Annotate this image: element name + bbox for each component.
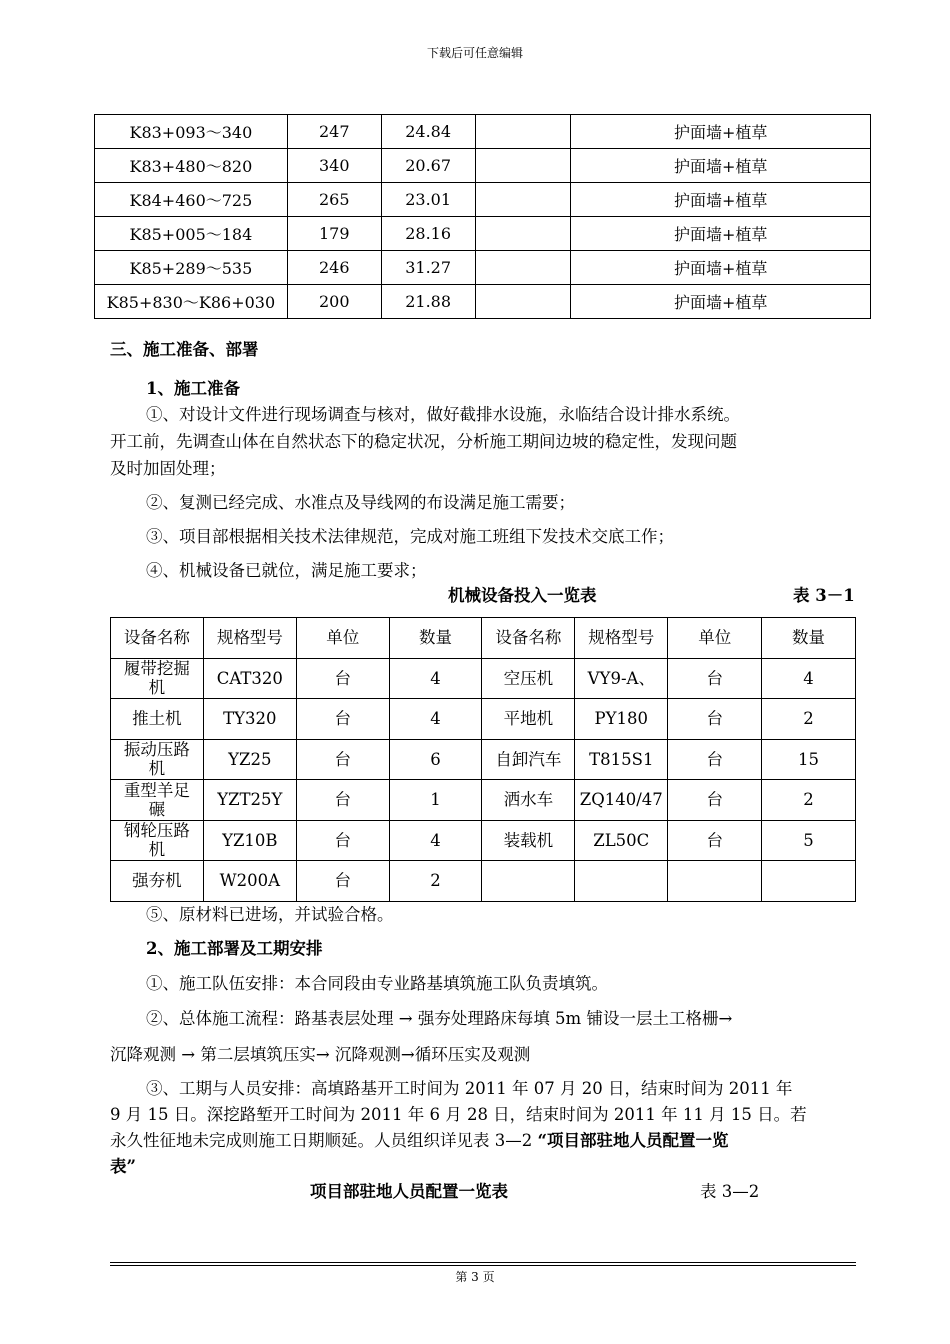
slope-table-cell: K85+830～K86+030 — [95, 285, 288, 319]
equipment-table-cell: 4 — [389, 658, 482, 699]
equipment-table-cell: YZ25 — [203, 739, 296, 780]
equipment-table-row — [111, 780, 856, 821]
equipment-table-cell — [575, 861, 668, 902]
paragraph-1-line-2: 开工前，先调查山体在自然状态下的稳定状况，分析施工期间边坡的稳定性，发现问题 — [110, 432, 737, 451]
equipment-table-cell: PY180 — [575, 699, 668, 740]
slope-table-cell: 28.16 — [381, 217, 475, 251]
paragraph-1-line-3: 及时加固处理； — [110, 459, 226, 478]
slope-table-cell: 265 — [287, 183, 381, 217]
equipment-table-header-cell: 单位 — [668, 618, 762, 659]
equipment-table-cell: 台 — [296, 739, 389, 780]
equipment-table-cell — [482, 861, 575, 902]
equipment-table-cell: YZ10B — [203, 820, 296, 861]
slope-table-cell: 23.01 — [381, 183, 475, 217]
slope-table-cell: 20.67 — [381, 149, 475, 183]
equipment-table-cell — [668, 861, 762, 902]
page-header: 下载后可任意编辑 — [426, 46, 523, 60]
slope-table-cell: 护面墙+植草 — [571, 285, 871, 319]
equipment-table-cell: 台 — [296, 861, 389, 902]
paragraph-4: ④、机械设备已就位，满足施工要求； — [146, 561, 427, 580]
equipment-table-cell: 台 — [668, 780, 762, 821]
equipment-table-header-cell: 设备名称 — [111, 618, 204, 659]
equipment-table-cell: 1 — [389, 780, 482, 821]
slope-table-cell — [475, 285, 571, 319]
slope-table-cell — [475, 217, 571, 251]
slope-table-cell: 31.27 — [381, 251, 475, 285]
paragraph-q3-line-1: ③、工期与人员安排：高填路基开工时间为 2011 年 07 月 20 日，结束时间为 2011 年 — [146, 1079, 793, 1098]
equipment-table-cell: 2 — [762, 699, 856, 740]
slope-table-cell: 护面墙+植草 — [571, 183, 871, 217]
equip-table-number: 表 3－1 — [793, 586, 855, 605]
equipment-table-cell: 台 — [296, 658, 389, 699]
paragraph-5: ⑤、原材料已进场，并试验合格。 — [146, 905, 394, 924]
slope-table-cell: 247 — [287, 115, 381, 149]
equipment-table-cell: 台 — [296, 780, 389, 821]
equipment-table-cell: T815S1 — [575, 739, 668, 780]
equipment-table-cell: 强夯机 — [111, 861, 204, 902]
paragraph-q3-line-2: 9 月 15 日。深挖路堑开工时间为 2011 年 6 月 28 日，结束时间为 2011 年 11 月 15 日。若 — [110, 1105, 807, 1124]
equipment-table-cell: 钢轮压路机 — [111, 820, 204, 861]
slope-table-cell: 200 — [287, 285, 381, 319]
equipment-table-row — [111, 658, 856, 699]
equipment-table-cell: VY9-A、 — [575, 658, 668, 699]
equipment-table-cell: 空压机 — [482, 658, 575, 699]
equipment-table-cell: 台 — [668, 820, 762, 861]
paragraph-q3-line-4: 表” — [110, 1157, 136, 1176]
slope-table-cell: 21.88 — [381, 285, 475, 319]
paragraph-q3-line-3 — [110, 1128, 729, 1154]
q3-line-3-quote: “项目部驻地人员配置一览 — [537, 1131, 729, 1150]
footer-rule-top — [110, 1262, 856, 1263]
section-title: 三、施工准备、部署 — [110, 340, 259, 359]
slope-table-cell: 179 — [287, 217, 381, 251]
slope-table-cell: 护面墙+植草 — [571, 251, 871, 285]
equipment-table-header-cell: 规格型号 — [203, 618, 296, 659]
q3-line-3-text: 永久性征地未完成则施工日期顺延。人员组织详见表 3—2 — [110, 1131, 538, 1150]
slope-table-cell: K85+005～184 — [95, 217, 288, 251]
equipment-table-row — [111, 699, 856, 740]
slope-table-cell: K83+480～820 — [95, 149, 288, 183]
equipment-table-cell: 6 — [389, 739, 482, 780]
slope-table-row — [95, 115, 871, 149]
equipment-table-cell — [762, 861, 856, 902]
footer-rule-bottom — [110, 1265, 856, 1266]
equipment-table-row — [111, 861, 856, 902]
slope-table-cell: K85+289～535 — [95, 251, 288, 285]
slope-table-cell: 护面墙+植草 — [571, 115, 871, 149]
equipment-table-cell: 台 — [668, 739, 762, 780]
equipment-table-cell: 4 — [389, 820, 482, 861]
equipment-table-header-row — [111, 618, 856, 659]
paragraph-q2-line-2: 沉降观测 → 第二层填筑压实→ 沉降观测→循环压实及观测 — [110, 1045, 531, 1064]
equipment-table-cell: 洒水车 — [482, 780, 575, 821]
equipment-table-header-cell: 设备名称 — [482, 618, 575, 659]
paragraph-q2-line-1: ②、总体施工流程：路基表层处理 → 强夯处理路床每填 5m 铺设一层土工格栅→ — [146, 1009, 733, 1028]
subsection-title-1: 1、施工准备 — [146, 379, 240, 398]
equipment-table-cell: 2 — [389, 861, 482, 902]
equipment-table-cell: 重型羊足碾 — [111, 780, 204, 821]
paragraph-2: ②、复测已经完成、水准点及导线网的布设满足施工需要； — [146, 493, 575, 512]
slope-table-row — [95, 251, 871, 285]
slope-table-cell: K83+093～340 — [95, 115, 288, 149]
slope-table-cell — [475, 183, 571, 217]
paragraph-3: ③、项目部根据相关技术法律规范，完成对施工班组下发技术交底工作； — [146, 527, 674, 546]
slope-table-cell — [475, 251, 571, 285]
equipment-table-cell: 4 — [762, 658, 856, 699]
page-number: 第 3 页 — [455, 1270, 495, 1284]
equipment-table-cell: 4 — [389, 699, 482, 740]
slope-table-row — [95, 217, 871, 251]
slope-table-cell — [475, 149, 571, 183]
slope-table-row — [95, 183, 871, 217]
paragraph-1-line-1: ①、对设计文件进行现场调查与核对，做好截排水设施，永临结合设计排水系统。 — [146, 405, 740, 424]
slope-table-row — [95, 285, 871, 319]
equipment-table-cell: 履带挖掘机 — [111, 658, 204, 699]
equipment-table-cell: ZQ140/47 — [575, 780, 668, 821]
equipment-table-header-cell: 数量 — [389, 618, 482, 659]
slope-table — [94, 114, 871, 319]
slope-table-cell: K84+460～725 — [95, 183, 288, 217]
slope-table-cell: 340 — [287, 149, 381, 183]
equipment-table-cell: 振动压路机 — [111, 739, 204, 780]
equipment-table-header-cell: 数量 — [762, 618, 856, 659]
slope-table-cell: 护面墙+植草 — [571, 217, 871, 251]
equipment-table-header-cell: 单位 — [296, 618, 389, 659]
slope-table-cell — [475, 115, 571, 149]
slope-table-row — [95, 149, 871, 183]
equipment-table-cell: 推土机 — [111, 699, 204, 740]
slope-table-cell: 护面墙+植草 — [571, 149, 871, 183]
equipment-table-cell: W200A — [203, 861, 296, 902]
subsection-title-2: 2、施工部署及工期安排 — [146, 939, 323, 958]
slope-table-cell: 246 — [287, 251, 381, 285]
staff-table-title: 项目部驻地人员配置一览表 — [310, 1182, 508, 1201]
equipment-table-cell: 台 — [296, 820, 389, 861]
equipment-table-cell: 2 — [762, 780, 856, 821]
equipment-table-cell: TY320 — [203, 699, 296, 740]
equip-table-title: 机械设备投入一览表 — [448, 586, 597, 605]
equipment-table-cell: 15 — [762, 739, 856, 780]
equipment-table-cell: 台 — [296, 699, 389, 740]
paragraph-q1: ①、施工队伍安排：本合同段由专业路基填筑施工队负责填筑。 — [146, 974, 608, 993]
equipment-table-cell: 平地机 — [482, 699, 575, 740]
equipment-table-cell: ZL50C — [575, 820, 668, 861]
slope-table-cell: 24.84 — [381, 115, 475, 149]
equipment-table-cell: CAT320 — [203, 658, 296, 699]
equipment-table — [110, 617, 856, 902]
equipment-table-cell: 5 — [762, 820, 856, 861]
equipment-table-cell: 台 — [668, 658, 762, 699]
equipment-table-cell: 装载机 — [482, 820, 575, 861]
equipment-table-row — [111, 820, 856, 861]
equipment-table-cell: 自卸汽车 — [482, 739, 575, 780]
staff-table-number: 表 3—2 — [700, 1182, 760, 1201]
equipment-table-row — [111, 739, 856, 780]
equipment-table-header-cell: 规格型号 — [575, 618, 668, 659]
equipment-table-cell: YZT25Y — [203, 780, 296, 821]
equipment-table-cell: 台 — [668, 699, 762, 740]
